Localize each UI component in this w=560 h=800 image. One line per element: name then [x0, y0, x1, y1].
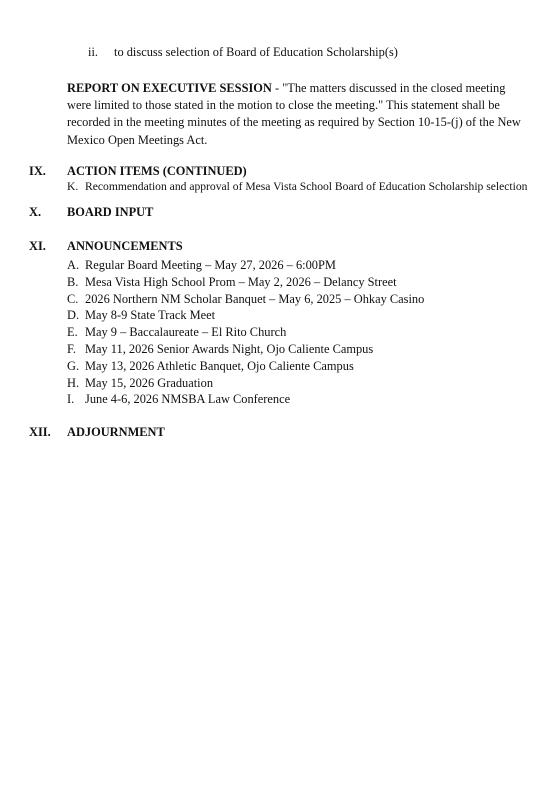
item-letter: B.: [67, 274, 79, 289]
section-heading: BOARD INPUT: [67, 205, 154, 219]
item-letter: A.: [67, 258, 80, 272]
section-number: XI.: [29, 239, 46, 253]
list-item: [67, 274, 424, 291]
section-number: X.: [29, 205, 42, 219]
action-item-text: Recommendation and approval of Mesa Vista School Board of Education Scholarship selection: [85, 180, 528, 193]
section-heading: ADJOURNMENT: [67, 425, 165, 439]
subitem-number: ii.: [88, 45, 98, 59]
announcements-list: [67, 257, 424, 408]
section-action-items: [29, 164, 247, 179]
section-heading: ACTION ITEMS (CONTINUED): [67, 164, 247, 178]
section-adjournment: [29, 425, 165, 440]
executive-session-report: [67, 80, 522, 149]
item-letter: C.: [67, 291, 79, 306]
list-item: [67, 391, 424, 408]
item-text: May 8-9 State Track Meet: [85, 308, 216, 323]
report-heading: REPORT ON EXECUTIVE SESSION: [67, 81, 272, 95]
list-item: [67, 291, 424, 308]
item-text: 2026 Northern NM Scholar Banquet – May 6, 2025 – Ohkay Casino: [85, 291, 425, 306]
item-text: Regular Board Meeting – May 27, 2026 – 6:00PM: [85, 258, 336, 272]
action-item-letter: K.: [67, 180, 79, 193]
list-item: [67, 307, 424, 324]
list-item: [67, 324, 424, 341]
item-letter: H.: [67, 375, 80, 390]
item-letter: E.: [67, 325, 78, 340]
item-letter: G.: [67, 358, 80, 373]
report-text: - "The matters discussed in the closed meeting were limited to those stated in the motion to close the meeting." This statement shall be recorded in the meeting minutes of the meeting as required by Section 10-15-(j) of the New Mexico Open Meetings Act.: [67, 81, 521, 147]
item-text: June 4-6, 2026 NMSBA Law Conference: [85, 392, 291, 407]
section-board-input: [29, 205, 153, 220]
item-letter: I.: [67, 392, 75, 407]
item-letter: D.: [67, 308, 80, 323]
action-item-k: [67, 180, 527, 193]
item-letter: F.: [67, 341, 76, 356]
executive-session-subitem: [88, 45, 398, 60]
item-text: May 9 – Baccalaureate – El Rito Church: [85, 325, 287, 340]
list-item: [67, 341, 424, 358]
item-text: May 15, 2026 Graduation: [85, 375, 214, 390]
item-text: May 11, 2026 Senior Awards Night, Ojo Caliente Campus: [85, 341, 374, 356]
section-announcements: [29, 239, 183, 254]
section-number: IX.: [29, 164, 46, 178]
item-text: May 13, 2026 Athletic Banquet, Ojo Caliente Campus: [85, 358, 354, 373]
section-number: XII.: [29, 425, 51, 439]
list-item: [67, 257, 424, 274]
list-item: [67, 358, 424, 375]
subitem-text: to discuss selection of Board of Education Scholarship(s): [114, 45, 398, 59]
section-heading: ANNOUNCEMENTS: [67, 239, 183, 253]
item-text: Mesa Vista High School Prom – May 2, 2026 – Delancy Street: [85, 274, 397, 289]
list-item: [67, 375, 424, 392]
